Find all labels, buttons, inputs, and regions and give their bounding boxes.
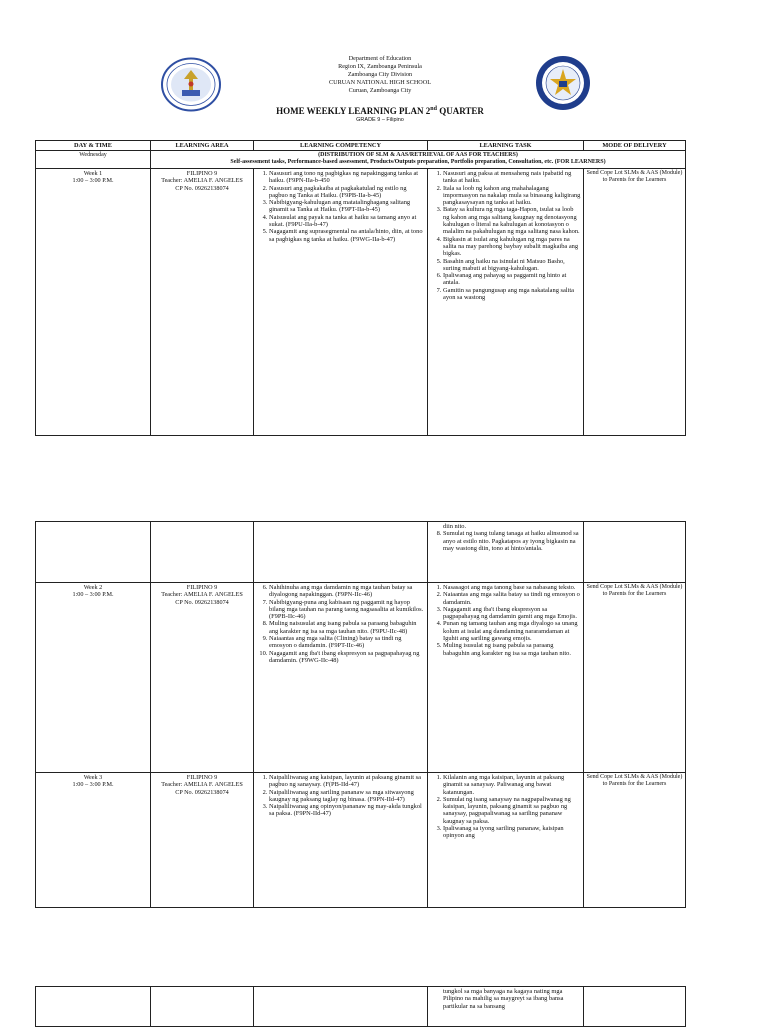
task-cell-continuation: diin nito. 8. Sumulat ng isang tulang tanaga at haiku alinsunod sa anyo at estilo nito. Pagkatapos ay iyong bigkasin na may wastong diin, tono at hinto/antala. [428, 522, 584, 583]
mode-cell: Send Cope Lot SLMs & AAS (Module) to Parents for the Learners [584, 169, 686, 436]
table-row [36, 169, 686, 436]
competency-cell: 6. Nahihinuha ang mga damdamin ng mga tauhan batay sa diyalogong napakinggan. (F9PN-IIc-46) 7. Nabibigyang-puna ang kabisaan ng paggamit ng hayop bilang mga tauhan na parang taong nagsasalita at kumikilos. (F9PB-IIc-46) 8. Muling naisusulat ang isang pabula sa paraang babaguhin ang karakter ng isa sa mga tauhan nito. (F9PU-IIc-48) 9. Naiaantas ang mga salita (Clining) batay sa tindi ng emosyon o damdamin. (F9PT-IIc-46) 10. Nagagamit ang iba't ibang ekspresyon sa pagpapahayag ng damdamin. (F9WG-IIc-48) [254, 583, 428, 773]
col-header-area: LEARNING AREA [151, 141, 254, 151]
week-cell: Week 1 1:00 – 3:00 P.M. [36, 169, 151, 436]
wednesday-activities: (DISTRIBUTION OF SLM & AAS/RETRIEVAL OF AAS FOR TEACHERS) Self-assessment tasks, Performance-based assessment, Products/Outputs preparation, Portfolio preparation, Consultation, etc. (FOR LEARNERS) [151, 151, 686, 169]
week-cell: Week 2 1:00 – 3:00 P.M. [36, 583, 151, 773]
table-row-continuation [36, 987, 686, 1027]
header-line-dept: Department of Education [348, 55, 412, 62]
school-header [230, 55, 530, 95]
mode-cell: Send Cope Lot SLMs & AAS (Module) to Parents for the Learners [584, 583, 686, 773]
area-cell: FILIPINO 9 Teacher: AMELIA F. ANGELES CP No. 09262138074 [151, 773, 254, 908]
col-header-competency: LEARNING COMPETENCY [254, 141, 428, 151]
header-line-region: Region IX, Zamboanga Peninsula [338, 63, 422, 70]
col-header-mode: MODE OF DELIVERY [584, 141, 686, 151]
school-seal [533, 55, 593, 111]
header-line-division: Zamboanga City Division [347, 71, 413, 78]
learning-plan-table-page2 [35, 521, 686, 908]
header-line-address: Curuan, Zamboanga City [348, 87, 412, 94]
task-cell-continuation: tungkol sa mga banyaga na kagaya nating mga Pilipino na mahilig sa maygreyt sa ibang bansa partikular na sa bansang [428, 987, 584, 1027]
competency-cell: 1. Naipaliliwanag ang kaisipan, layunin at paksang ginamit sa pagbuo ng sanaysay. (F(PB-IId-47) 2. Naipaliliwanag ang sariling pananaw sa mga sitwasyong kaugnay ng paksang taglay ng binasa. (F9PN-IId-47) 3. Naipaliliwanag ang opinyon/pananaw ng may-akda tungkol sa paksa. (F9PN-IId-47) [254, 773, 428, 908]
wednesday-cell: Wednesday [36, 151, 151, 169]
competency-cell: 1. Nasusuri ang tono ng pagbigkas ng napakinggang tanka at haiku. (F9PN-IIa-b-450 2. Nasusuri ang pagkakaiba at pagkakatulad ng estilo ng pagbuo ng Tanka at Haiku. (F9PB-IIa-b-45) 3. Nabibigyang-kahulugan ang matatalinghagang salitang ginamit sa Tanka at Haiku. (F9PT-IIa-b-45) 4. Naisusulat ang payak na tanka at haiku sa tamang anyo at sukat. (F9PU-IIa-b-47) 5. Nagagamit ang suprasegmental na antala/hinto, diin, at tono sa pagbigkas ng tanka at haiku. (F9WG-IIa-b-47) [254, 169, 428, 436]
col-header-day: DAY & TIME [36, 141, 151, 151]
area-cell: FILIPINO 9 Teacher: AMELIA F. ANGELES CP No. 09262138074 [151, 583, 254, 773]
learning-plan-table-page1 [35, 140, 686, 436]
col-header-task: LEARNING TASK [428, 141, 584, 151]
table-row-continuation [36, 522, 686, 583]
task-cell: 1. Nasusuri ang paksa at mensaheng nais ipabatid ng tanka at haiku. 2. Itala sa loob ng kahon ang mahahalagang impormasyon na nakalap mula sa binasang kaligirang pangkasaysayan ng tanka at haiku. 3. Batay sa kultura ng mga taga-Hapon, isulat sa loob ng kahon ang mga salitang kaugnay ng denotasyong kahulugan o literal na kahulugan at konotasyon o malalim na pakahulugan ng mga salitang nasa kahon. 4. Bigkasin at isulat ang kahulugan ng mga pares na salita na may parehong baybay subalit magkaiba ang bigkas. 5. Basahin ang haiku na isinulat ni Matsuo Basho, suriing mabuti at bigyang-kahulugan. 6. Ipaliwanag ang pahayag sa paggamit ng hinto at antala. 7. Gamitin sa pangungusap ang mga nakatalang salita ayon sa wastong [428, 169, 584, 436]
grade-line: GRADE 9 – Filipino [356, 117, 404, 123]
plan-title: HOME WEEKLY LEARNING PLAN 2nd QUARTER [276, 106, 484, 116]
week-cell: Week 3 1:00 – 3:00 P.M. [36, 773, 151, 908]
header-line-school: CURUAN NATIONAL HIGH SCHOOL [328, 79, 432, 86]
mode-cell: Send Cope Lot SLMs & AAS (Module) to Parents for the Learners [584, 773, 686, 908]
deped-seal [160, 57, 222, 112]
learning-plan-table-page3 [35, 986, 686, 1027]
task-cell: 1. Kilalanin ang mga kaisipan, layunin at paksang ginamit sa sanaysay. Paliwanag ang bawat katanungan. 2. Sumulat ng isang sanaysay na nagpapaliwanag ng kaisipan, layunin, paksang ginamit sa pagbuo ng sanaysay, pagpapaliwanag sa sariling pananaw kaugnay sa paksa. 3. Ipaliwanag sa iyong sariling pananaw, kaisipan opinyon ang [428, 773, 584, 908]
table-row [36, 773, 686, 908]
task-cell: 1. Nasasagot ang mga tanong base sa nabasang teksto. 2. Naiaantas ang mga salita batay sa tindi ng emosyon o damdamin. 3. Nagagamit ang iba't ibang ekspresyon sa pagpapahayag ng damdamin gamit ang mga Emojis. 4. Punan ng tamang tauhan ang mga diyalogo sa unang kolum at isulat ang damdaming nararamdaman at Iguhit ang sariling gawang emojis. 5. Muling isusulat ng isang pabula sa paraang babaguhin ang karakter ng isa sa mga tauhan nito. [428, 583, 584, 773]
area-cell: FILIPINO 9 Teacher: AMELIA F. ANGELES CP No. 09262138074 [151, 169, 254, 436]
table-row [36, 583, 686, 773]
